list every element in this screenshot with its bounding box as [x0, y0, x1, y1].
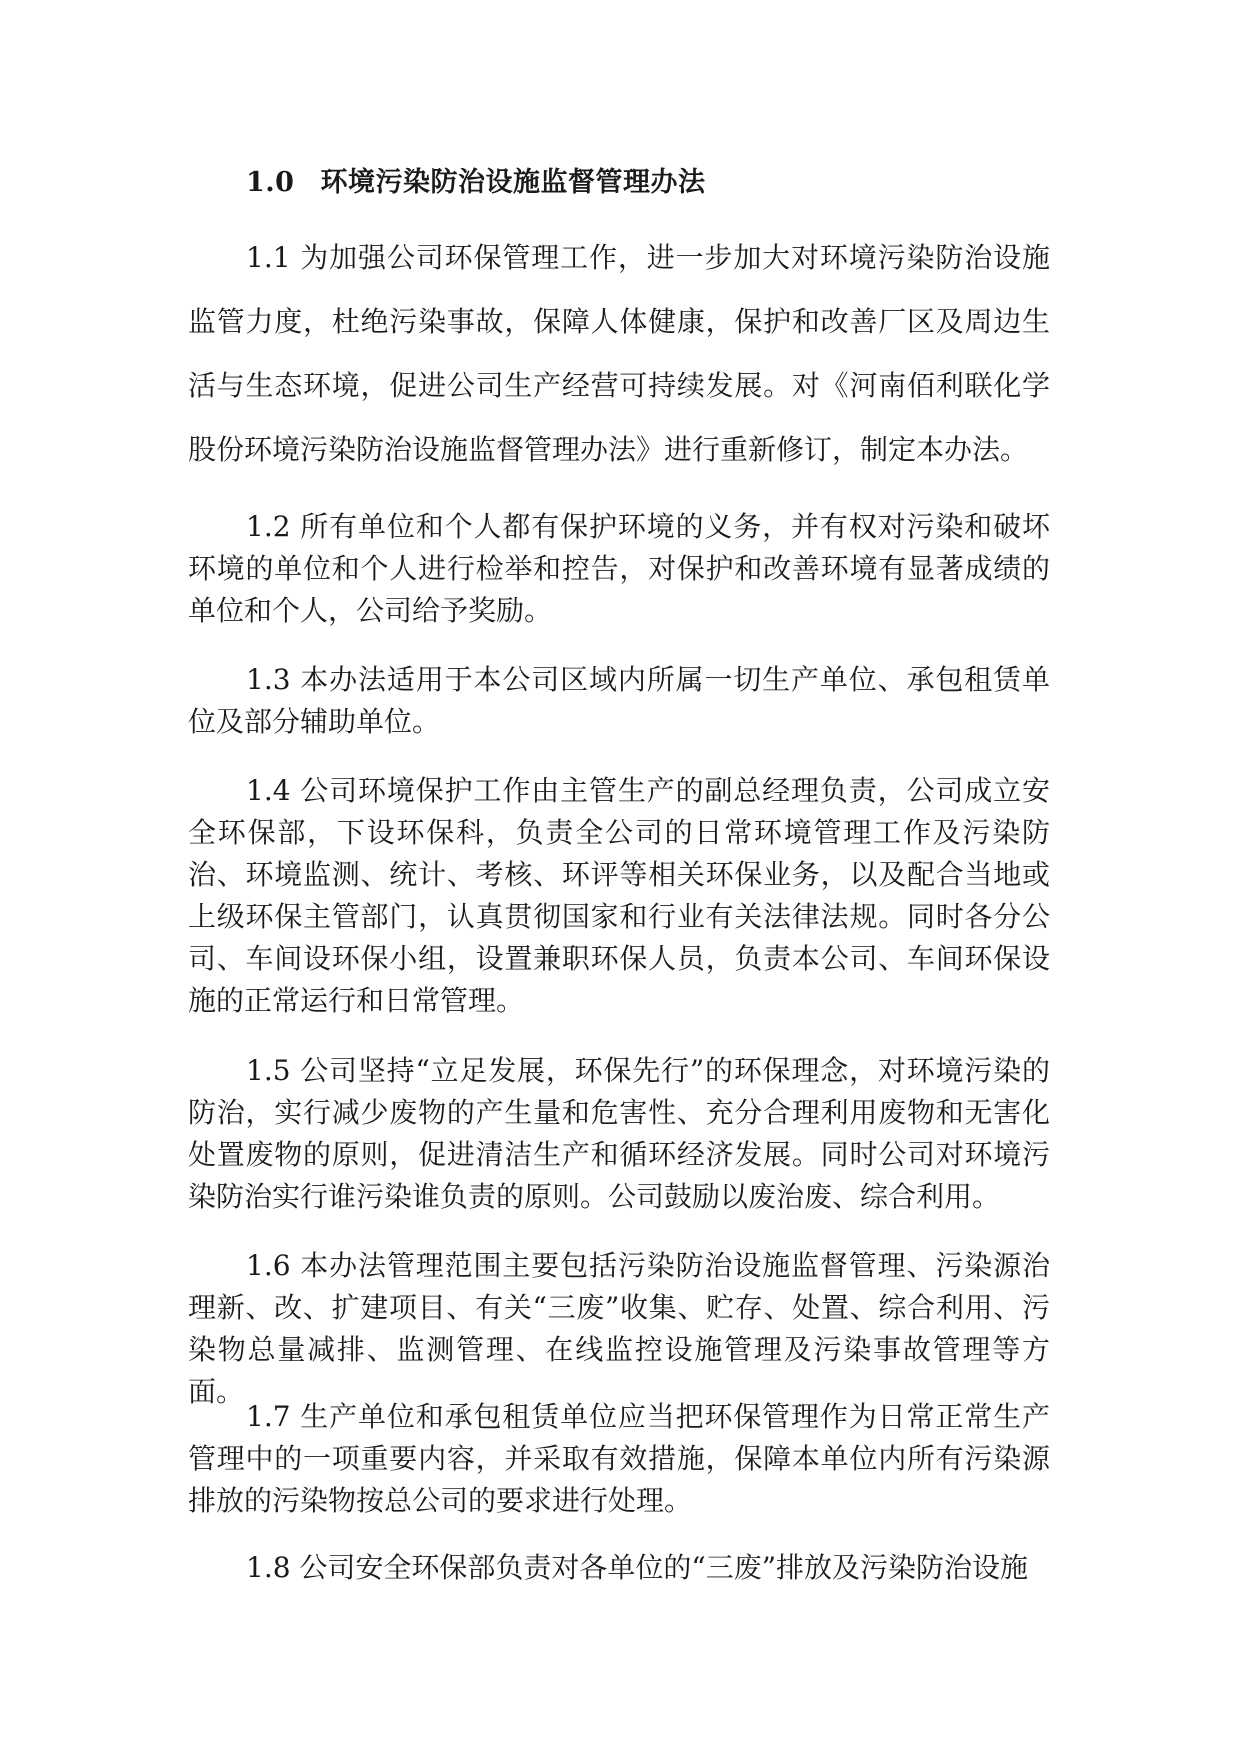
paragraph-1-7: 1.7 生产单位和承包租赁单位应当把环保管理作为日常正常生产管理中的一项重要内容，并采取有效措施，保障本单位内所有污染源排放的污染物按总公司的要求进行处理。 [188, 1400, 1050, 1517]
paragraph-1-4: 1.4 公司环境保护工作由主管生产的副总经理负责，公司成立安全环保部，下设环保科，负责全公司的日常环境管理工作及污染防治、环境监测、统计、考核、环评等相关环保业务，以及配合当地或上级环保主管部门，认真贯彻国家和行业有关法律法规。同时各分公司、车间设环保小组，设置兼职环保人员，负责本公司、车间环保设施的正常运行和日常管理。 [188, 774, 1050, 1017]
paragraph-1-6: 1.6 本办法管理范围主要包括污染防治设施监督管理、污染源治理新、改、扩建项目、有关“三废”收集、贮存、处置、综合利用、污染物总量减排、监测管理、在线监控设施管理及污染事故管理等方面。 [188, 1249, 1050, 1408]
paragraph-1-1: 1.1 为加强公司环保管理工作，进一步加大对环境污染防治设施监管力度，杜绝污染事故，保障人体健康，保护和改善厂区及周边生活与生态环境，促进公司生产经营可持续发展。对《河南佰利联化学股份环境污染防治设施监督管理办法》进行重新修订，制定本办法。 [188, 241, 1050, 466]
section-title-number: 1.0 [246, 167, 295, 198]
paragraph-1-8: 1.8 公司安全环保部负责对各单位的“三废”排放及污染防治设施 [246, 1551, 1029, 1584]
paragraph-1-2: 1.2 所有单位和个人都有保护环境的义务，并有权对污染和破坏环境的单位和个人进行检举和控告，对保护和改善环境有显著成绩的单位和个人，公司给予奖励。 [188, 510, 1050, 627]
paragraph-1-5: 1.5 公司坚持“立足发展，环保先行”的环保理念，对环境污染的防治，实行减少废物的产生量和危害性、充分合理利用废物和无害化处置废物的原则，促进清洁生产和循环经济发展。同时公司对环境污染防治实行谁污染谁负责的原则。公司鼓励以废治废、综合利用。 [188, 1054, 1050, 1213]
section-title [246, 160, 705, 199]
section-title-text: 环境污染防治设施监督管理办法 [320, 167, 706, 198]
paragraph-1-3: 1.3 本办法适用于本公司区域内所属一切生产单位、承包租赁单位及部分辅助单位。 [188, 663, 1050, 738]
